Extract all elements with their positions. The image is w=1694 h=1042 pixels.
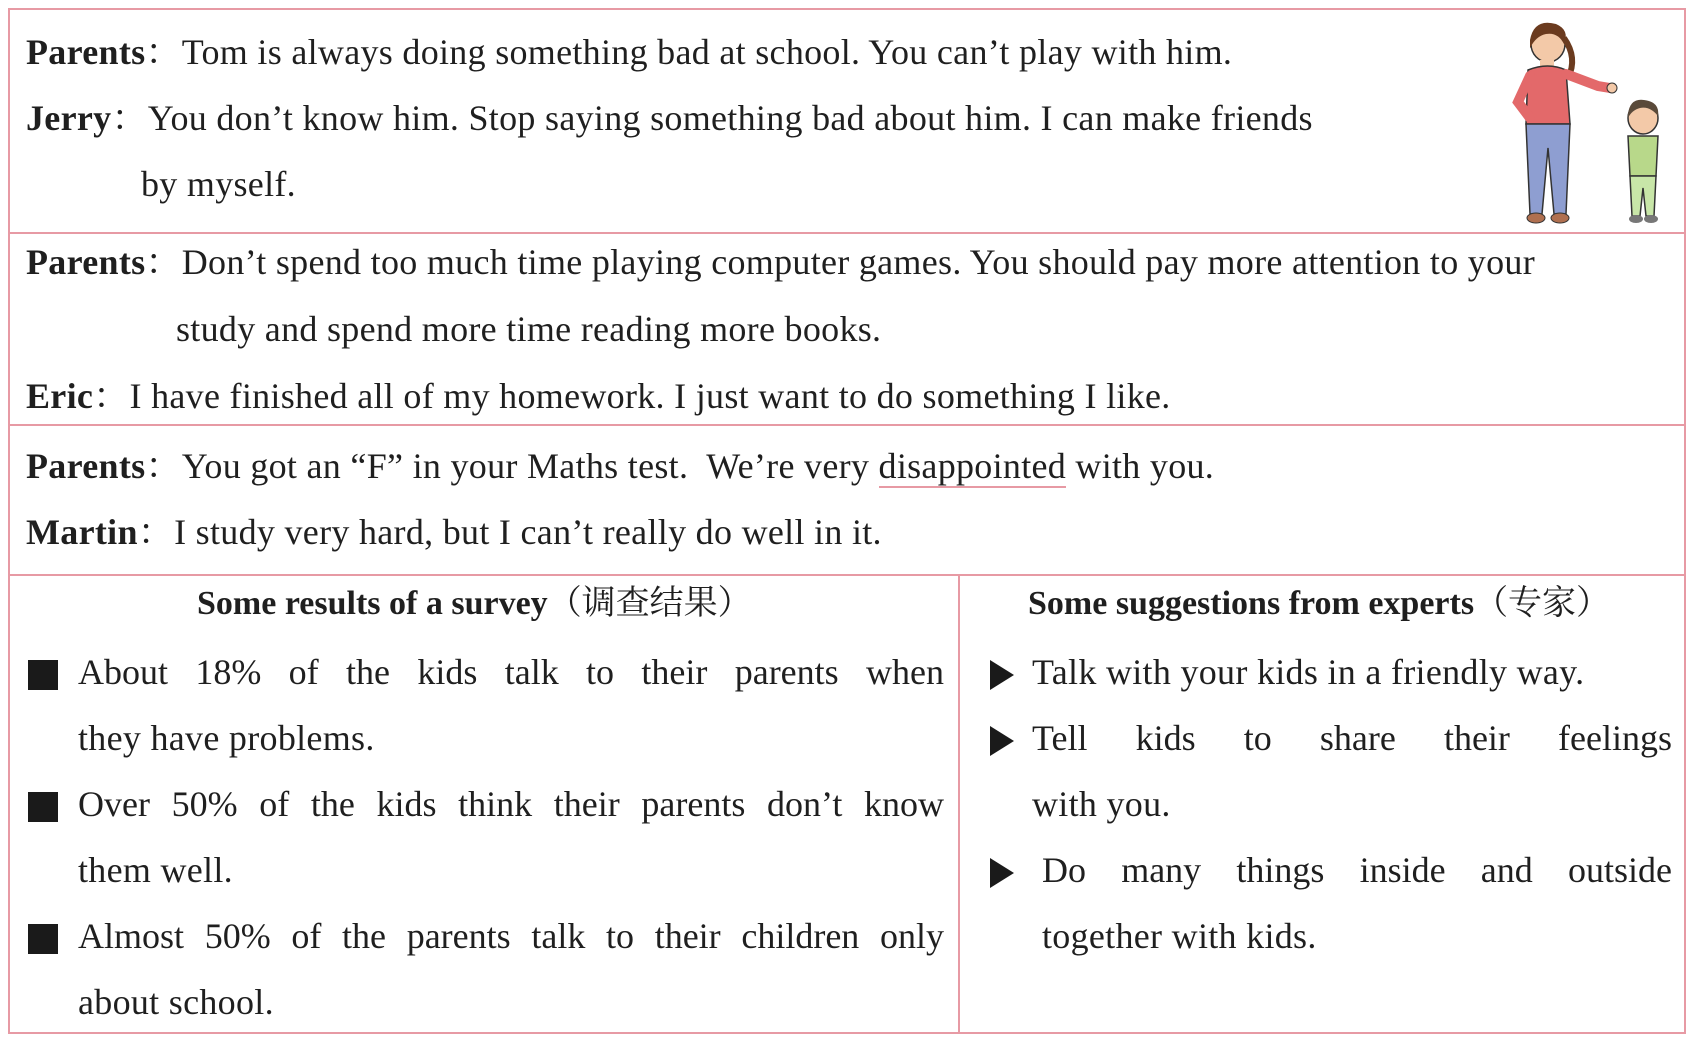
experts-header	[1028, 582, 1610, 626]
survey-item-line: About 18% of the kids talk to their parents when	[78, 652, 944, 692]
dialogue-text: Don’t spend too much time playing computer games. You should pay more attention to your	[181, 242, 1535, 282]
row-divider-2	[8, 424, 1686, 426]
dialogue-line	[26, 30, 1232, 74]
dialogue-line	[26, 240, 1535, 284]
expert-item-line: Talk with your kids in a friendly way.	[1032, 652, 1585, 692]
triangle-bullet-icon	[990, 726, 1014, 756]
expert-item-continuation: with you.	[1032, 784, 1171, 824]
dialogue-text: You don’t know him. Stop saying something bad about him. I can make friends	[147, 98, 1313, 138]
survey-title: Some results of a survey	[197, 585, 548, 622]
speaker-name: Parents	[26, 446, 146, 486]
square-bullet-icon	[28, 660, 58, 690]
square-bullet-icon	[28, 792, 58, 822]
dialogue-line	[26, 96, 1313, 140]
survey-item-line: Over 50% of the kids think their parents don’t know	[78, 784, 944, 824]
speaker-name: Parents	[26, 32, 146, 72]
dialogue-text: I have finished all of my homework. I just want to do something I like.	[129, 376, 1171, 416]
square-bullet-icon	[28, 924, 58, 954]
dialogue-line	[26, 444, 1214, 488]
dialogue-continuation: by myself.	[141, 164, 296, 204]
expert-item-line: Tell kids to share their feelings	[1032, 718, 1672, 758]
expert-item-continuation: together with kids.	[1042, 916, 1317, 956]
dialogue-text: Tom is always doing something bad at school. You can’t play with him.	[181, 32, 1233, 72]
colon: ：	[137, 512, 175, 552]
dialogue-text: with you.	[1066, 446, 1215, 486]
expert-item-line: Do many things inside and outside	[1042, 850, 1672, 890]
survey-item-continuation: about school.	[78, 982, 274, 1022]
dialogue-continuation: study and spend more time reading more books.	[176, 309, 882, 349]
survey-title-cn: （调查结果）	[547, 585, 752, 622]
speaker-name: Parents	[26, 242, 146, 282]
colon: ：	[145, 32, 182, 72]
triangle-bullet-icon	[990, 858, 1014, 888]
column-divider	[958, 574, 960, 1034]
dialogue-line	[26, 510, 882, 554]
survey-header	[197, 582, 752, 626]
survey-item-line: Almost 50% of the parents talk to their children only	[78, 916, 944, 956]
colon: ：	[145, 242, 182, 282]
speaker-name: Jerry	[26, 98, 112, 138]
experts-title-cn: （专家）	[1474, 585, 1611, 622]
dialogue-line	[26, 374, 1171, 418]
colon: ：	[111, 98, 148, 138]
dialogue-text: I study very hard, but I can’t really do well in it.	[174, 512, 882, 552]
dialogue-text: You got an “F” in your Maths test. We’re very	[181, 446, 879, 486]
colon: ：	[145, 446, 182, 486]
speaker-name: Martin	[26, 512, 138, 552]
parent-pointing-at-child-illustration	[1510, 18, 1680, 228]
experts-title: Some suggestions from experts	[1028, 585, 1475, 622]
survey-item-continuation: them well.	[78, 850, 233, 890]
speaker-name: Eric	[26, 376, 94, 416]
survey-item-continuation: they have problems.	[78, 718, 375, 758]
row-divider-1	[8, 232, 1686, 234]
triangle-bullet-icon	[990, 660, 1014, 690]
colon: ：	[93, 376, 130, 416]
row-divider-3	[8, 574, 1686, 576]
underlined-word: disappointed	[878, 446, 1067, 486]
